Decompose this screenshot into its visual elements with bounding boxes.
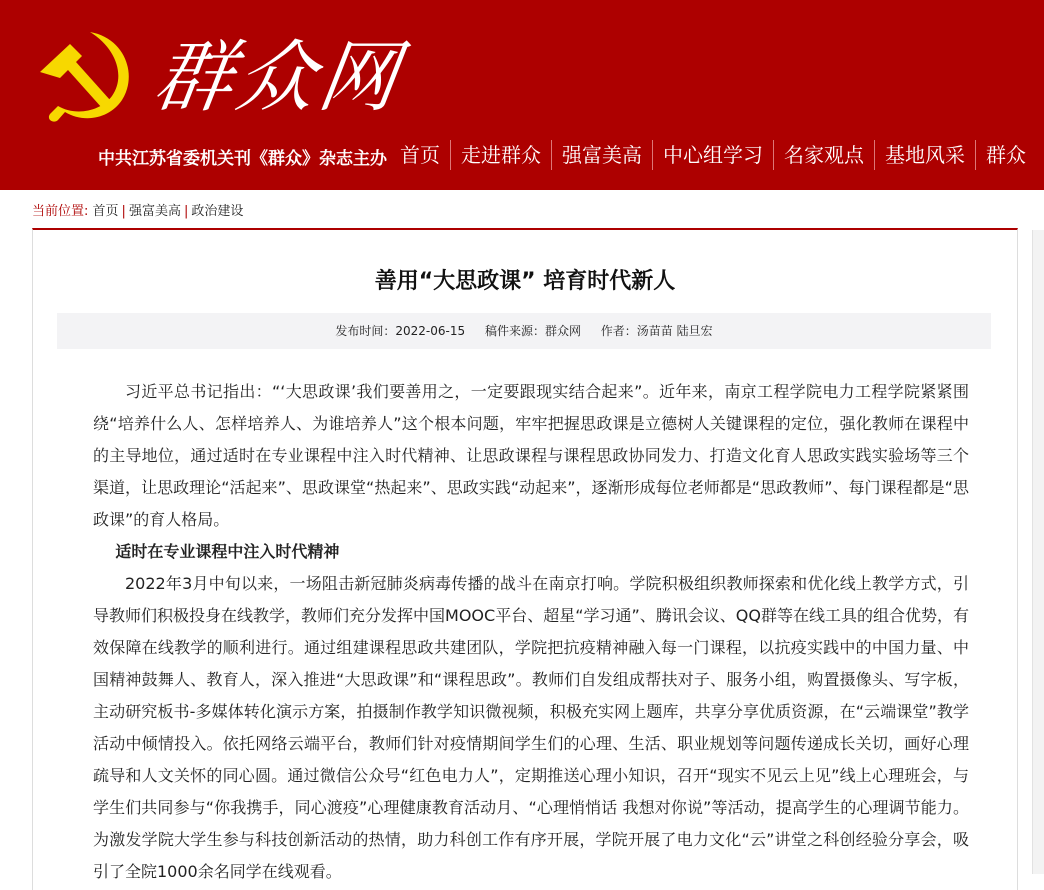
article-source: 稿件来源：群众网 (484, 324, 581, 338)
nav-study-group[interactable]: 中心组学习 (652, 140, 773, 170)
breadcrumb-politics[interactable]: 政治建设 (191, 204, 244, 219)
publish-date: 发布时间：2022-06-15 (335, 324, 466, 338)
sidebar-panel (1032, 230, 1044, 874)
section-heading: 适时在专业课程中注入时代精神 (115, 542, 340, 561)
breadcrumb-label: 当前位置: (32, 204, 89, 219)
nav-home[interactable]: 首页 (400, 143, 440, 167)
article-author: 作者：汤苗苗 陆旦宏 (600, 324, 713, 338)
nav-bases[interactable]: 基地风采 (874, 140, 975, 170)
site-slogan: 中共江苏省委机关刊《群众》杂志主办 (98, 149, 387, 169)
main-nav (390, 140, 1036, 170)
article-title: 善用“大思政课” 培育时代新人 (374, 269, 676, 294)
nav-about[interactable]: 走进群众 (450, 140, 551, 170)
article-body (93, 376, 969, 888)
breadcrumb-qiangfumeigao[interactable]: 强富美高 (128, 204, 181, 219)
breadcrumb-home[interactable]: 首页 (92, 204, 119, 219)
article-container (32, 228, 1018, 890)
paragraph: 2022年3月中旬以来，一场阻击新冠肺炎病毒传播的战斗在南京打响。学院积极组织教师探索和优化线上教学方式，引导教师们积极投身在线教学，教师们充分发挥中国MOOC平台、超星“学习通”、腾讯会议、QQ群等在线工具的组合优势，有效保障在线教学的顺利进行。通过组建课程思政共建团队，学院把抗疫精神融入每一门课程，以抗疫实践中的中国力量、中国精神鼓舞人、教育人，深入推进“大思政课”和“课程思政”。教师们自发组成帮扶对子、服务小组，购置摄像头、写字板，主动研究板书-多媒体转化演示方案，拍摄制作教学知识微视频，积极充实网上题库，共享分享优质资源，在“云端课堂”教学活动中倾情投入。依托网络云端平台，教师们针对疫情期间学生们的心理、生活、职业规划等问题传递成长关切，画好心理疏导和人文关怀的同心圆。通过微信公众号“红色电力人”，定期推送心理小知识，召开“现实不见云上见”线上心理班会，与学生们共同参与“你我携手，同心渡疫”心理健康教育活动月、“心理悄悄话 我想对你说”等活动，提高学生的心理调节能力。为激发学院大学生参与科技创新活动的热情，助力科创工作有序开展，学院开展了电力文化“云”讲堂之科创经验分享会，吸引了全院1000余名同学在线观看。 (93, 574, 969, 881)
nav-expert-views[interactable]: 名家观点 (773, 140, 874, 170)
site-header (0, 0, 1044, 190)
hammer-sickle-emblem-icon (30, 20, 145, 130)
site-logo[interactable] (30, 20, 408, 130)
nav-qiangfumeigao[interactable]: 强富美高 (551, 140, 652, 170)
breadcrumb: 当前位置: 首页 | 强富美高 | 政治建设 (32, 204, 244, 219)
article-meta (57, 313, 991, 349)
logo-wordmark: 群众网 (148, 33, 408, 123)
paragraph: 习近平总书记指出：“‘大思政课’我们要善用之，一定要跟现实结合起来”。近年来，南京工程学院电力工程学院紧紧围绕“培养什么人、怎样培养人、为谁培养人”这个根本问题，牢牢把握思政课是立德树人关键课程的定位，强化教师在课程中的主导地位，通过适时在专业课程中注入时代精神、让思政课程与课程思政协同发力、打造文化育人思政实践实验场等三个渠道，让思政理论“活起来”、思政课堂“热起来”、思政实践“动起来”，逐渐形成每位老师都是“思政教师”、每门课程都是“思政课”的育人格局。 (93, 382, 969, 529)
nav-more[interactable]: 群众 (975, 140, 1036, 170)
